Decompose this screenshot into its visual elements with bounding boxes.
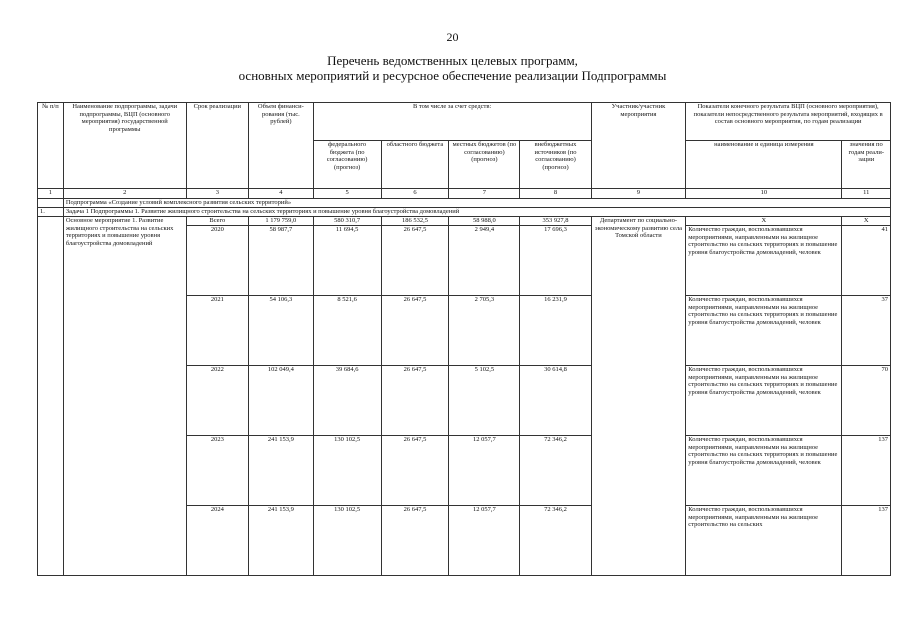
indicator-name: Количество граждан, воспользовавшихся мероприятиями, направленными на жилищное строительство на сельских bbox=[686, 506, 842, 576]
period: 2024 bbox=[186, 506, 248, 576]
regional: 26 647,5 bbox=[381, 226, 449, 296]
local: 5 102,5 bbox=[449, 366, 520, 436]
col-number: 1 bbox=[38, 189, 64, 199]
local: 2 705,3 bbox=[449, 296, 520, 366]
col-number: 9 bbox=[591, 189, 686, 199]
federal: 39 684,6 bbox=[313, 366, 381, 436]
period: 2023 bbox=[186, 436, 248, 506]
offbudget: 30 614,8 bbox=[520, 366, 591, 436]
title-line-2: основных мероприятий и ресурсное обеспечение реализации Подпрограммы bbox=[238, 68, 667, 83]
col-number: 4 bbox=[249, 189, 314, 199]
header-period: Срок реализации bbox=[186, 103, 248, 189]
volume: 241 153,9 bbox=[249, 436, 314, 506]
header-num: № п/п bbox=[38, 103, 64, 189]
indicator-value: 137 bbox=[842, 506, 891, 576]
total-indicator-value: X bbox=[842, 217, 891, 226]
total-indicator-name: X bbox=[686, 217, 842, 226]
title-line-1: Перечень ведомственных целевых программ, bbox=[327, 53, 578, 68]
local: 12 057,7 bbox=[449, 506, 520, 576]
header-regional: областного бюджета bbox=[381, 141, 449, 189]
regional: 26 647,5 bbox=[381, 366, 449, 436]
total-offbudget: 353 927,8 bbox=[520, 217, 591, 226]
header-offbudget: внебюджетных источников (по согласованию) (прогноз) bbox=[520, 141, 591, 189]
col-number: 3 bbox=[186, 189, 248, 199]
task-number: 1. bbox=[38, 208, 64, 217]
local: 12 057,7 bbox=[449, 436, 520, 506]
col-number: 7 bbox=[449, 189, 520, 199]
total-local: 58 988,0 bbox=[449, 217, 520, 226]
col-number: 2 bbox=[63, 189, 186, 199]
participant: Департамент по социально-экономическому развитию села Томской области bbox=[591, 217, 686, 576]
offbudget: 16 231,9 bbox=[520, 296, 591, 366]
federal: 130 102,5 bbox=[313, 506, 381, 576]
indicator-value: 70 bbox=[842, 366, 891, 436]
header-name: Наименование подпрограммы, задачи подпрограммы, ВЦП (основного мероприятия) государственной программы bbox=[63, 103, 186, 189]
volume: 58 987,7 bbox=[249, 226, 314, 296]
subprogram-row bbox=[38, 199, 891, 208]
period-total: Всего bbox=[186, 217, 248, 226]
subprogram-label: Подпрограмма «Создание условий комплексного развития сельских территорий» bbox=[63, 199, 890, 208]
col-number: 10 bbox=[686, 189, 842, 199]
header-federal: федерального бюджета (по согласованию) (прогноз) bbox=[313, 141, 381, 189]
volume: 102 049,4 bbox=[249, 366, 314, 436]
header-indicators-group: Показатели конечного результата ВЦП (основного мероприятия), показатели непосредственного результата мероприятий, входящих в состав основного мероприятия, по годам реализации bbox=[686, 103, 891, 141]
volume: 241 153,9 bbox=[249, 506, 314, 576]
local: 2 949,4 bbox=[449, 226, 520, 296]
indicator-name: Количество граждан, воспользовавшихся мероприятиями, направленными на жилищное строительство на сельских территориях и повышение уровня благоустройства домовладений, человек bbox=[686, 436, 842, 506]
col-number: 5 bbox=[313, 189, 381, 199]
col-number: 11 bbox=[842, 189, 891, 199]
federal: 11 694,5 bbox=[313, 226, 381, 296]
page-number: 20 bbox=[446, 30, 459, 44]
task-row bbox=[38, 208, 891, 217]
period: 2022 bbox=[186, 366, 248, 436]
period: 2020 bbox=[186, 226, 248, 296]
regional: 26 647,5 bbox=[381, 296, 449, 366]
header-participant: Участник/участник мероприятия bbox=[591, 103, 686, 189]
header-local: местных бюджетов (по согласованию) (прогноз) bbox=[449, 141, 520, 189]
period: 2021 bbox=[186, 296, 248, 366]
indicator-value: 41 bbox=[842, 226, 891, 296]
total-volume: 1 179 759,0 bbox=[249, 217, 314, 226]
regional: 26 647,5 bbox=[381, 436, 449, 506]
header-sources-group: В том числе за счет средств: bbox=[313, 103, 591, 141]
offbudget: 72 346,2 bbox=[520, 436, 591, 506]
col-number: 6 bbox=[381, 189, 449, 199]
col-number: 8 bbox=[520, 189, 591, 199]
programs-table bbox=[37, 102, 891, 576]
federal: 130 102,5 bbox=[313, 436, 381, 506]
column-numbers-row bbox=[38, 189, 891, 199]
total-regional: 186 532,5 bbox=[381, 217, 449, 226]
document-title bbox=[0, 53, 905, 83]
federal: 8 521,6 bbox=[313, 296, 381, 366]
offbudget: 17 696,3 bbox=[520, 226, 591, 296]
header-volume: Объем финанси-рования (тыс. рублей) bbox=[249, 103, 314, 189]
task-label: Задача 1 Подпрограммы 1. Развитие жилищного строительства на сельских территориях и повышение уровня благоустройства домовладений bbox=[63, 208, 890, 217]
header-indicator-values: значения по годам реали-зации bbox=[842, 141, 891, 189]
total-federal: 580 310,7 bbox=[313, 217, 381, 226]
indicator-value: 137 bbox=[842, 436, 891, 506]
indicator-name: Количество граждан, воспользовавшихся мероприятиями, направленными на жилищное строительство на сельских территориях и повышение уровня благоустройства домовладений, человек bbox=[686, 226, 842, 296]
volume: 54 106,3 bbox=[249, 296, 314, 366]
header-indicator-name: наименование и единица измерения bbox=[686, 141, 842, 189]
indicator-name: Количество граждан, воспользовавшихся мероприятиями, направленными на жилищное строительство на сельских территориях и повышение уровня благоустройства домовладений, человек bbox=[686, 296, 842, 366]
indicator-name: Количество граждан, воспользовавшихся мероприятиями, направленными на жилищное строительство на сельских территориях и повышение уровня благоустройства домовладений, человек bbox=[686, 366, 842, 436]
measure-name: Основное мероприятие 1. Развитие жилищного строительства на сельских территориях и повышение уровня благоустройства домовладений bbox=[63, 217, 186, 576]
regional: 26 647,5 bbox=[381, 506, 449, 576]
indicator-value: 37 bbox=[842, 296, 891, 366]
total-row bbox=[38, 217, 891, 226]
offbudget: 72 346,2 bbox=[520, 506, 591, 576]
